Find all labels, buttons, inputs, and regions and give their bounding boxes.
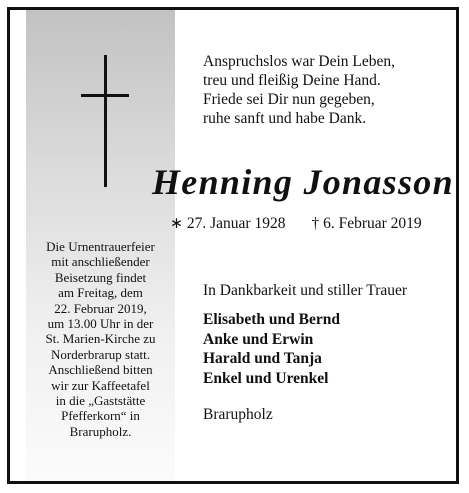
funeral-info-line: St. Marien-Kirche zu [45,331,156,347]
funeral-info-line: in die „Gaststätte [55,393,146,409]
funeral-info-line: Anschließend bitten [48,362,153,378]
funeral-info-line: Norderbrarup statt. [51,346,150,362]
deceased-name: Henning Jonasson [152,162,454,202]
mourning-intro: In Dankbarkeit und stiller Trauer [203,282,408,299]
funeral-info-line: 22. Februar 2019, [54,300,147,316]
funeral-info-line: Pfefferkorn“ in [61,408,140,424]
cross-vertical-bar [104,55,107,187]
poem-line: Anspruchslos war Dein Leben, [203,53,395,70]
funeral-info-line: um 13.00 Uhr in der [47,316,154,332]
poem-line: Friede sei Dir nun gegeben, [203,91,375,108]
poem-line: treu und fleißig Deine Hand. [203,72,381,89]
poem [203,52,395,128]
funeral-info-line: Beisetzung findet [54,269,147,285]
cross-horizontal-bar [81,94,129,97]
obituary-frame [7,7,459,484]
mourner-name: Anke und Erwin [203,330,314,348]
mourner-names [203,310,340,388]
birth-date: ∗ 27. Januar 1928 [170,215,286,232]
death-date: † 6. Februar 2019 [311,215,422,232]
funeral-info-line: Die Urnentrauerfeier [46,239,155,254]
funeral-info-line: wir zur Kaffeetafel [51,377,150,393]
place-name: Brarupholz [203,406,273,423]
life-dates [170,214,422,233]
mourner-name: Enkel und Urenkel [203,369,329,387]
funeral-info-line: am Freitag, dem [58,285,143,301]
mourner-name: Harald und Tanja [203,350,322,367]
mourner-name: Elisabeth und Bernd [203,311,340,328]
funeral-info [26,239,175,439]
funeral-info-line: mit anschließender [51,254,150,270]
sidebar-panel [26,10,175,481]
funeral-info-line: Brarupholz. [69,423,132,439]
poem-line: ruhe sanft und habe Dank. [203,110,367,127]
